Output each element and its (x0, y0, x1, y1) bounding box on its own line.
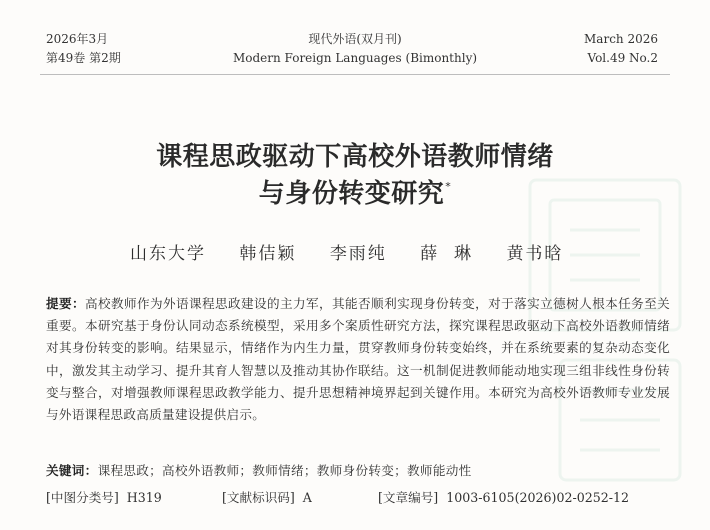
abstract-label: 提要： (46, 296, 86, 311)
article-title-line2 (0, 173, 710, 210)
volume-issue-en: Vol.49 No.2 (587, 51, 658, 65)
article-title-line2-text: 与身份转变研究 (258, 179, 445, 209)
footnote-mark: * (445, 180, 452, 193)
author-line (130, 239, 589, 264)
author-name: 黄书晗 (506, 244, 564, 264)
header-issue-en (584, 30, 658, 68)
abstract (46, 293, 670, 426)
header-rule (40, 74, 670, 75)
document-code: [文献标识码] A (222, 490, 312, 505)
keywords-text: 课程思政；高校外语教师；教师情绪；教师身份转变；教师能动性 (97, 463, 472, 478)
author-name: 李雨纯 (329, 244, 387, 264)
journal-name-cn: 现代外语(双月刊) (308, 32, 402, 46)
keywords (46, 460, 676, 479)
keywords-label: 关键词： (46, 463, 98, 478)
volume-issue-cn: 第49卷 第2期 (46, 51, 121, 65)
journal-name-en: Modern Foreign Languages (Bimonthly) (232, 51, 478, 65)
article-title-line1: 课程思政驱动下高校外语教师情绪 (156, 142, 554, 172)
abstract-text: 高校教师作为外语课程思政建设的主力军，其能否顺利实现身份转变，对于落实立德树人根本任务至关重要。本研究基于身份认同动态系统模型，采用多个案质性研究方法，探究课程思政驱动下高校外语教师情绪对其身份转变的影响。结果显示，情绪作为内生力量，贯穿教师身份转变始终，并在系统要素的复杂动态变化中，激发其主动学习、提升其育人智慧以及推动其协作联结。这一机制促进教师能动地实现三组非线性身份转变与整合，对增强教师课程思政教学能力、提升思想精神境界起到关键作用。本研究为高校外语教师专业发展与外语课程思政高质量建设提供启示。 (46, 296, 671, 423)
issue-month: 2026年3月 (46, 32, 109, 46)
article-number: [文章编号] 1003-6105(2026)02-0252-12 (378, 490, 630, 505)
affiliation: 山东大学 (130, 244, 206, 264)
issue-month-en: March 2026 (584, 32, 658, 46)
author-name: 薛 琳 (420, 244, 474, 264)
author-name: 韩佶颖 (239, 244, 297, 264)
clc-number: [中图分类号] H319 (46, 490, 162, 505)
